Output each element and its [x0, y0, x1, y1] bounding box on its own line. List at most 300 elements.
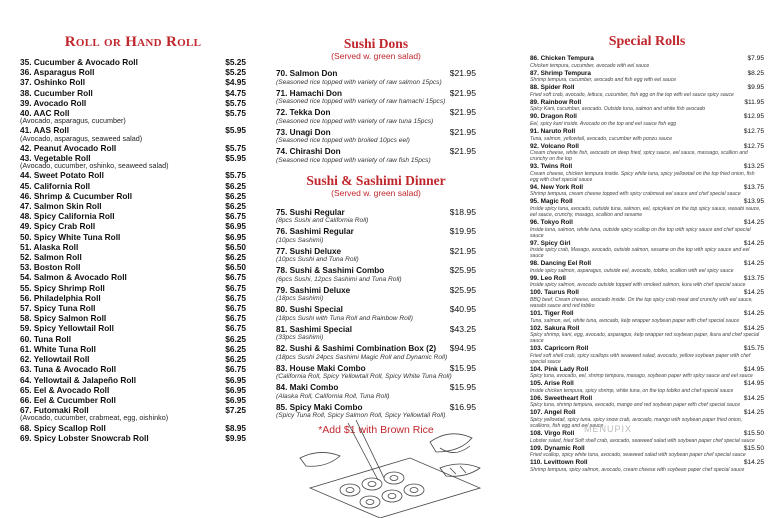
menu-item-price: $9.95: [747, 84, 764, 92]
menu-item-price: $5.95: [225, 153, 246, 164]
menu-item-name: 99. Leo Roll: [530, 274, 566, 282]
menu-item-row: [276, 286, 476, 296]
menu-item-description: Shrimp tempura, cream cheese topped with spicy crabmeat eel sauce and chef special sauce: [530, 191, 741, 198]
menu-item: [20, 323, 246, 333]
menu-item-name: 87. Shrimp Tempura: [530, 69, 591, 77]
menu-item-name: 48. Spicy California Roll: [20, 211, 115, 222]
menu-item-price: $14.25: [743, 409, 764, 417]
menu-item-row: [530, 310, 764, 318]
menu-item-row: [20, 423, 246, 433]
menu-item-description: (10pcs Sushi and Tuna Roll): [276, 256, 359, 263]
menu-item-row: [530, 260, 764, 268]
menu-item-price: $25.95: [449, 265, 476, 275]
menu-item: [530, 163, 764, 183]
menu-item-price: $21.95: [449, 126, 476, 137]
menu-item-price: $6.95: [225, 394, 246, 405]
menu-item-name: 93. Twins Roll: [530, 163, 573, 171]
menu-item-price: $4.75: [225, 87, 246, 98]
menu-item-name: 78. Sushi & Sashimi Combo: [276, 266, 385, 275]
menu-item-price: $15.50: [743, 444, 764, 452]
menu-item-name: 40. AAC Roll: [20, 108, 70, 119]
menu-item-name: 84. Maki Combo: [276, 383, 339, 392]
special-rolls-section: [530, 0, 764, 518]
menu-item-row: [276, 89, 476, 99]
menu-item-name: 54. Salmon & Avocado Roll: [20, 272, 127, 283]
menu-item-description: (Alaska Roll, California Roll, Tuna Roll): [276, 392, 390, 400]
menu-item-price: $15.50: [743, 430, 764, 438]
menu-item: [20, 98, 246, 108]
menu-item: [20, 181, 246, 191]
menu-item: [530, 240, 764, 260]
menu-item-name: 60. Tuna Roll: [20, 333, 72, 344]
menu-item: [20, 344, 246, 354]
menu-item-price: $6.75: [225, 364, 246, 375]
menu-item-name: 86. Chicken Tempura: [530, 55, 594, 62]
menu-item-description: (8pcs Sushi and California Roll): [276, 217, 369, 224]
menu-item-name: 57. Spicy Tuna Roll: [20, 303, 96, 314]
menu-item-name: 96. Tokyo Roll: [530, 218, 573, 226]
menu-item: [276, 108, 476, 126]
roll-list: [20, 57, 246, 443]
menu-item-name: 85. Spicy Maki Combo: [276, 402, 363, 412]
menu-item-price: $4.95: [225, 77, 246, 88]
menu-item-name: 44. Sweet Potato Roll: [20, 170, 104, 181]
menu-item-row: [20, 191, 246, 201]
menu-item: [276, 325, 476, 343]
menu-item: [20, 108, 246, 125]
menu-item-price: $5.75: [225, 108, 246, 119]
menu-item-row: [20, 252, 246, 262]
menu-item-description: Spicy yellowtail, spicy tuna, spicy snow crab, avocado, mango with soybean paper fried onion, scallions, fish egg and eel sauce: [530, 417, 743, 430]
menu-item-price: $15.95: [449, 362, 476, 373]
menu-item-price: $25.95: [449, 284, 476, 295]
menu-item-row: [530, 366, 764, 374]
menu-item-name: 42. Peanut Avocado Roll: [20, 142, 117, 153]
menu-item: [20, 125, 246, 142]
menu-item-row: [530, 219, 764, 227]
menu-item-name: 53. Boston Roll: [20, 262, 81, 273]
menu-item: [20, 252, 246, 262]
menu-item-row: [20, 344, 246, 354]
menu-item-name: 59. Spicy Yellowtail Roll: [20, 323, 114, 334]
menu-item: [276, 305, 476, 323]
menu-item-description: BBQ beef, Cream cheese, avocado inside. On the top spicy crab meat and crunchy with eel sauce, wasabi sauce and red tobiko: [530, 296, 753, 309]
menu-item: [530, 275, 764, 289]
menu-item-name: 55. Spicy Shrimp Roll: [20, 282, 105, 293]
menu-item-row: [530, 459, 764, 467]
menu-item-name: 51. Alaska Roll: [20, 241, 79, 252]
menu-item-price: $6.25: [225, 180, 246, 191]
menu-item-price: $7.25: [225, 405, 246, 416]
dinner-list: [276, 208, 476, 421]
menu-item-description: (Seasoned rice topped with variety of raw tuna 15pcs): [276, 117, 434, 125]
menu-item-row: [276, 247, 476, 257]
menu-item-price: $6.25: [225, 190, 246, 201]
menu-item-row: [530, 275, 764, 283]
menu-item: [530, 99, 764, 113]
menu-item-row: [530, 325, 764, 333]
menu-item-name: 36. Asparagus Roll: [20, 67, 95, 78]
menu-item-price: $14.25: [743, 394, 764, 402]
menu-item-row: [530, 395, 764, 403]
menu-item-name: 81. Sashimi Special: [276, 324, 353, 334]
menu-item-price: $12.75: [743, 142, 764, 150]
menu-item: [276, 128, 476, 146]
menu-item-description: Spicy tuna, avocado, eel, shrimp tempura, masago, soybean paper with spicy sauce and eel sauce: [530, 373, 753, 380]
menu-item-price: $14.25: [743, 459, 764, 467]
menu-item-price: $15.95: [449, 382, 476, 392]
menu-item: [530, 325, 764, 345]
menu-item-description: Inside tuna, salmon, white tuna, outside spicy scallop on the top with spicy sauce and chef special sauce: [530, 226, 751, 239]
menu-item-row: [20, 303, 246, 313]
menu-item-name: 37. Oshinko Roll: [20, 77, 86, 88]
menu-item-row: [20, 385, 246, 395]
brown-rice-note: *Add $1 with Brown Rice: [318, 424, 434, 436]
menu-item-name: 45. California Roll: [20, 180, 91, 191]
menu-item: [20, 433, 246, 443]
menu-item-description: (18pcs Sushi with Tuna Roll and Rainbow Roll): [276, 314, 413, 322]
menu-item-description: (10pcs Sashimi): [276, 236, 324, 244]
menu-item-name: 90. Dragon Roll: [530, 113, 577, 121]
menu-item-row: [20, 98, 246, 108]
menu-item-price: $18.95: [449, 206, 476, 217]
menu-item-name: 108. Virgo Roll: [530, 430, 575, 438]
menu-item-description: (18pcs Sashimi): [276, 295, 324, 302]
menu-item-description: Inside spicy crab, Masago, avocado, outside salmon, sesame on the top with spicy sauce and eel sauce: [530, 247, 750, 260]
menu-item-name: 98. Dancing Eel Roll: [530, 260, 592, 268]
menu-item-price: $6.75: [225, 303, 246, 314]
menu-item: [20, 170, 246, 180]
menu-item-name: 71. Hamachi Don: [276, 88, 342, 98]
menu-item: [20, 221, 246, 231]
menu-item-name: 39. Avocado Roll: [20, 97, 87, 108]
menu-item: [530, 143, 764, 163]
menu-item-description: Fried soft shell crab, spicy scallops with seaweed salad, avocado, yellow soybean paper with chef special sauce: [530, 352, 751, 365]
menu-item: [276, 364, 476, 382]
menu-item: [20, 385, 246, 395]
menu-item-description: Cream cheese, chicken tempura inside. Spicy white tuna, spicy yellowtail on the top fried onion, fish egg with chef special sauce: [530, 170, 755, 183]
menu-item: [276, 227, 476, 245]
menu-item-price: $6.75: [225, 292, 246, 303]
dinner-section-title: Sushi & Sashimi Dinner: [306, 172, 446, 188]
menu-item-name: 49. Spicy Crab Roll: [20, 221, 96, 232]
menu-item-name: 83. House Maki Combo: [276, 363, 366, 373]
menu-item: [530, 70, 764, 84]
menu-item: [530, 430, 764, 444]
menu-item-description: Spicy tuna, shrimp tempura, avocado, mango and red soybean paper with chef special sauce: [530, 402, 741, 409]
menu-item-price: $21.95: [449, 87, 476, 98]
menu-item-name: 47. Salmon Skin Roll: [20, 201, 102, 212]
menu-item-row: [20, 88, 246, 98]
menu-item-name: 70. Salmon Don: [276, 69, 338, 78]
menu-item-description: Tuna, salmon, yellowtail, avocado, cucumber with ponzu sauce: [530, 135, 673, 142]
menu-item-name: 41. AAS Roll: [20, 125, 70, 136]
menu-item-description: (Avocado, cucumber, oshinko, seaweed salad): [20, 161, 169, 171]
menu-item-name: 110. Levittown Roll: [530, 459, 588, 467]
menu-item-row: [530, 198, 764, 206]
menu-item: [530, 55, 764, 69]
menu-item: [20, 143, 246, 153]
menu-item-name: 68. Spicy Scallop Roll: [20, 422, 106, 433]
menu-item-price: $6.75: [225, 282, 246, 293]
menu-item-price: $6.25: [225, 354, 246, 365]
menu-item-description: Spicy shrimp, kani, egg, avocado, asparagus, kelp wrapper red soybean paper, ikura and chef special sauce: [530, 332, 760, 345]
menu-item-name: 104. Pink Lady Roll: [530, 365, 589, 373]
menu-item-price: $5.75: [225, 142, 246, 153]
menu-item-name: 66. Eel & Cucumber Roll: [20, 394, 116, 405]
menu-item: [20, 153, 246, 170]
dinner-section-subtitle: (Served w. green salad): [331, 187, 421, 198]
menu-item-description: Fried soft crab, avocado, lettuce, cucumber, fish egg on the top with eel sauce spicy sauce: [530, 91, 734, 98]
menu-item-price: $40.95: [449, 304, 476, 314]
menu-item: [530, 345, 764, 365]
menu-item: [20, 375, 246, 385]
menu-item-row: [276, 227, 476, 237]
menu-item-name: 38. Cucumber Roll: [20, 87, 93, 98]
menu-item-name: 64. Yellowtail & Jalapeño Roll: [20, 374, 137, 385]
menu-item-price: $16.95: [449, 401, 476, 412]
menu-item: [530, 260, 764, 274]
menu-item-price: $13.25: [743, 163, 764, 171]
menu-item-price: $19.95: [449, 226, 476, 236]
menu-item-price: $14.25: [743, 309, 764, 317]
menu-item-row: [20, 262, 246, 272]
menu-item: [530, 184, 764, 198]
menu-item-price: $5.95: [225, 125, 246, 136]
menu-item-name: 95. Magic Roll: [530, 198, 573, 206]
menu-item: [530, 380, 764, 394]
special-rolls-title: Special Rolls: [608, 34, 686, 49]
menu-item-row: [20, 293, 246, 303]
menu-item-name: 91. Naruto Roll: [530, 127, 576, 135]
menu-item-description: (6pcs Sushi, 12pcs Sashimi and Tuna Roll): [276, 275, 402, 283]
menu-item-name: 106. Sweetheart Roll: [530, 394, 593, 402]
menu-item-description: Spicy Kani, cucumber, avocado. Outside tuna, salmon and white fish avocado: [530, 106, 706, 113]
menu-item-price: $14.25: [743, 289, 764, 297]
menu-item-description: Inside spicy tuna, avocado, outside tuna, salmon, eel, spicykani on the top spicy sauce, wasabi sauce, eel sauce, crunchy, masago, scallion and sesame: [530, 205, 761, 218]
menu-item-row: [276, 108, 476, 118]
menu-item-row: [276, 325, 476, 335]
menu-item: [20, 293, 246, 303]
menu-item: [530, 198, 764, 218]
menu-item-name: 109. Dynamic Roll: [530, 444, 585, 452]
menu-item-name: 77. Sushi Deluxe: [276, 246, 342, 256]
menu-item-price: $5.25: [225, 57, 246, 67]
menu-item-price: $11.95: [744, 98, 764, 106]
menu-item-price: $6.25: [225, 343, 246, 354]
menu-item-description: Inside spicy salmon, asparagus, outside eel, avocado, tobiko, scallion with eel spicy sauce: [530, 267, 734, 274]
menu-item-row: [20, 57, 246, 67]
menu-item-row: [20, 170, 246, 180]
menu-item-description: Eel, spicy kani inside. Avocado on the top and eel sauce fish egg: [530, 120, 677, 127]
menu-item-description: Lobster salad, fried Soft shell crab, avocado, seaweed salad with soybean paper chef special sauce: [530, 437, 755, 444]
menu-item: [20, 232, 246, 242]
menu-item-description: (33pcs Sashimi): [276, 334, 324, 341]
menu-item: [20, 262, 246, 272]
menu-item-price: $14.95: [743, 380, 764, 388]
menu-item-name: 101. Tiger Roll: [530, 309, 574, 317]
menu-item-name: 62. Yellowtail Roll: [20, 354, 90, 365]
menu-item-name: 105. Arise Roll: [530, 380, 574, 388]
menu-item-name: 46. Shrimp & Cucumber Roll: [20, 190, 133, 201]
menu-item-name: 88. Spider Roll: [530, 84, 575, 92]
menu-item-price: $8.25: [747, 69, 764, 77]
menu-item-name: 92. Volcano Roll: [530, 142, 579, 150]
menu-item-price: $94.95: [449, 343, 476, 353]
menu-item-row: [20, 323, 246, 333]
watermark: MENUPIX: [584, 424, 633, 434]
menu-item-name: 89. Rainbow Roll: [530, 98, 582, 106]
menu-item-price: $21.95: [449, 245, 476, 256]
roll-section-title: Roll or Hand Roll: [64, 34, 202, 50]
menu-item-row: [530, 70, 764, 78]
menu-item-row: [20, 242, 246, 252]
menu-item-price: $6.75: [225, 211, 246, 222]
menu-item-name: 76. Sashimi Regular: [276, 227, 354, 236]
menu-item: [530, 459, 764, 473]
menu-item-name: 102. Sakura Roll: [530, 324, 580, 332]
menu-item-row: [530, 163, 764, 171]
menu-item: [20, 423, 246, 433]
menu-item-row: [530, 409, 764, 417]
menu-item-row: [276, 344, 476, 354]
menu-item-row: [530, 143, 764, 151]
menu-item-price: $21.95: [449, 68, 476, 78]
menu-item: [530, 445, 764, 459]
menu-item-description: (Seasoned rice topped with broiled 10pcs eel): [276, 137, 410, 144]
menu-item-row: [20, 283, 246, 293]
menu-item-name: 69. Spicy Lobster Snowcrab Roll: [20, 432, 149, 443]
menu-item-description: Tuna, salmon, eel, white tuna, avocado, kelp wrapper soybean paper with chef special sauce: [530, 317, 740, 324]
menu-item: [20, 272, 246, 282]
menu-item: [276, 383, 476, 401]
menu-item-price: $14.25: [743, 324, 764, 332]
menu-item-row: [20, 313, 246, 323]
menu-item: [20, 67, 246, 77]
menu-item-row: [276, 147, 476, 157]
menu-item: [20, 77, 246, 87]
menu-item-row: [20, 395, 246, 405]
menu-item-price: $5.25: [225, 67, 246, 78]
menu-item: [20, 283, 246, 293]
menu-item-name: 107. Angel Roll: [530, 409, 576, 417]
menu-item-name: 52. Salmon Roll: [20, 252, 82, 263]
menu-item-price: $9.95: [225, 432, 246, 443]
menu-item: [276, 247, 476, 265]
menu-item-row: [20, 67, 246, 77]
menu-item-price: $5.75: [225, 97, 246, 108]
menu-item-row: [20, 364, 246, 374]
menu-item: [530, 366, 764, 380]
menu-item-name: 100. Taurus Roll: [530, 289, 579, 297]
menu-item-name: 80. Sushi Special: [276, 305, 343, 314]
menu-item-price: $6.25: [225, 201, 246, 212]
menu-item-price: $14.95: [743, 365, 764, 373]
menu-item-price: $8.95: [225, 422, 246, 433]
menu-item: [20, 57, 246, 67]
menu-item: [530, 113, 764, 127]
menu-item-row: [20, 143, 246, 153]
menu-item-row: [530, 445, 764, 453]
menu-item-price: $6.75: [225, 323, 246, 334]
menu-item-description: (18pcs Sushi 24pcs Sashimi Magic Roll and Dynamic Roll): [276, 353, 448, 361]
menu-item: [530, 395, 764, 409]
menu-item-row: [530, 184, 764, 192]
menu-item-row: [530, 128, 764, 136]
menu-item-price: $6.95: [225, 374, 246, 385]
menu-item-description: Fried scallop, spicy white tuna, avocado, seaweed salad with soybean paper chef special sauce: [530, 452, 746, 459]
menu-item-price: $6.75: [225, 313, 246, 324]
menu-item-row: [20, 232, 246, 242]
sushi-plate-icon: [310, 458, 480, 518]
menu-item: [20, 405, 246, 422]
menu-item: [20, 191, 246, 201]
menu-item-row: [20, 272, 246, 282]
menu-item-row: [530, 99, 764, 107]
menu-item-price: $13.75: [743, 274, 764, 282]
menu-item-row: [20, 201, 246, 211]
menu-item-row: [20, 354, 246, 364]
menu-item: [20, 88, 246, 98]
menu-item: [276, 208, 476, 226]
menu-item-description: Shrimp tempura, cucumber, avocado and fish egg with eel sauce: [530, 77, 677, 84]
shrimp-nigiri-icon: [430, 434, 472, 453]
menu-item-price: $21.95: [449, 146, 476, 156]
menu-item-name: 65. Eel & Avocado Roll: [20, 384, 110, 395]
menu-item: [20, 211, 246, 221]
menu-item: [530, 84, 764, 98]
special-rolls-list: [530, 55, 764, 473]
menu-item-name: 35. Cucumber & Avocado Roll: [20, 57, 138, 67]
menu-item: [276, 89, 476, 107]
menu-item-price: $6.25: [225, 333, 246, 344]
menu-item: [20, 334, 246, 344]
menu-item: [20, 201, 246, 211]
menu-item-row: [20, 221, 246, 231]
menu-item: [20, 303, 246, 313]
menu-item: [530, 409, 764, 429]
menu-item: [530, 219, 764, 239]
menu-item-price: $12.75: [743, 127, 764, 135]
menu-item-description: Chicken tempura, cucumber, avocado with eel sauce: [530, 62, 650, 69]
menu-item-price: $13.95: [743, 198, 764, 206]
menu-item-price: $13.75: [743, 183, 764, 191]
menu-item-price: $14.25: [743, 218, 764, 226]
menu-item: [276, 266, 476, 284]
menu-item-row: [530, 289, 764, 297]
menu-item: [20, 364, 246, 374]
menu-item-row: [276, 128, 476, 138]
menu-item-description: (California Roll, Spicy Yellowtail Roll, Spicy White Tuna Roll): [276, 373, 452, 380]
menu-item-name: 82. Sushi & Sashimi Combination Box (2): [276, 344, 437, 353]
menu-item-price: $6.95: [225, 221, 246, 232]
menu-item-description: Shrimp tempura, spicy salmon, avocado, cream cheese with soybean paper chef special sauce: [530, 466, 745, 473]
menu-item-row: [276, 383, 476, 393]
menu-item-price: $6.25: [225, 252, 246, 263]
menu-item-price: $6.50: [225, 262, 246, 273]
menu-item-row: [276, 364, 476, 374]
menu-item-price: $14.25: [743, 260, 764, 268]
menu-item-row: [20, 433, 246, 443]
menu-item-description: Inside chicken tempura, spicy shrimp, white tuna, on the top tobiko and chef special sauce: [530, 387, 734, 394]
menu-item-price: $6.95: [225, 384, 246, 395]
dons-section-title: Sushi Dons: [343, 36, 409, 51]
menu-item-row: [530, 345, 764, 353]
menu-item-name: 43. Vegetable Roll: [20, 153, 91, 164]
menu-item-name: 63. Tuna & Avocado Roll: [20, 364, 117, 375]
menu-item-name: 50. Spicy White Tuna Roll: [20, 231, 121, 242]
menu-item-description: (Avocado, cucumber, crabmeat, egg, oishinko): [20, 413, 169, 423]
